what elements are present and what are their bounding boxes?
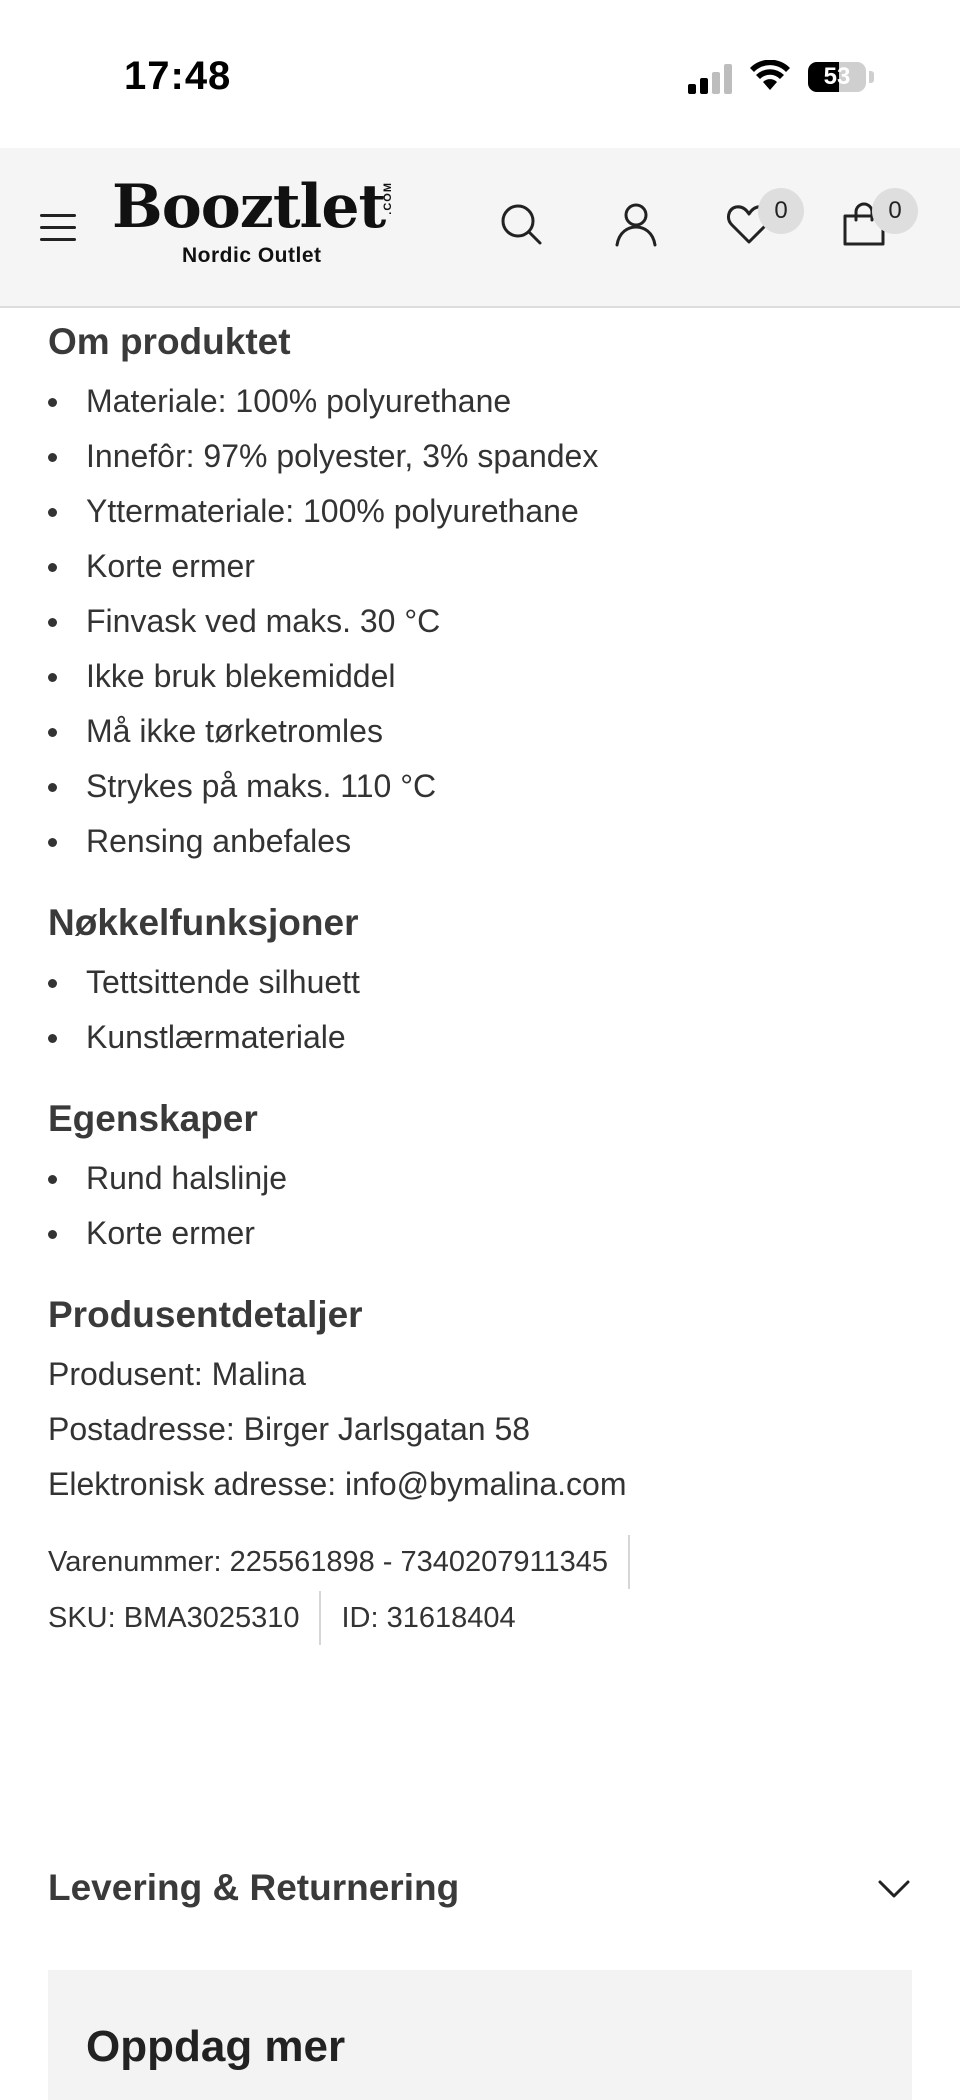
status-time: 17:48 [124, 54, 232, 98]
key-features-title: Nøkkelfunksjoner [48, 902, 359, 943]
discover-more-section [48, 1970, 912, 2100]
list-item: Finvask ved maks. 30 °C [48, 594, 912, 649]
delivery-returns-title: Levering & Returnering [48, 1867, 460, 1908]
site-header [0, 148, 960, 308]
list-item: Strykes på maks. 110 °C [48, 759, 912, 814]
logo-wordmark: Booztlet [112, 172, 386, 242]
about-product-title: Om produktet [48, 321, 291, 362]
battery-level: 53 [823, 63, 851, 90]
account-icon[interactable] [612, 200, 660, 248]
list-item: Rensing anbefales [48, 814, 912, 869]
sku: SKU: BMA3025310 [48, 1602, 300, 1634]
wishlist-count-badge: 0 [758, 188, 804, 234]
list-item: Tettsittende silhuett [48, 955, 912, 1010]
list-item: Korte ermer [48, 539, 912, 594]
list-item: Yttermateriale: 100% polyurethane [48, 484, 912, 539]
logo-subtitle: Nordic Outlet [182, 244, 322, 267]
hamburger-menu-icon[interactable] [40, 214, 76, 242]
divider [319, 1591, 321, 1645]
about-product-list [48, 374, 912, 869]
delivery-returns-accordion[interactable] [48, 1848, 912, 1928]
list-item: Kunstlærmateriale [48, 1010, 912, 1065]
logo-com: .COM [382, 182, 394, 215]
manufacturer-producer: Produsent: Malina [48, 1356, 306, 1392]
manufacturer-email: Elektronisk adresse: info@bymalina.com [48, 1466, 627, 1502]
manufacturer-postal-address: Postadresse: Birger Jarlsgatan 58 [48, 1411, 531, 1447]
battery-cap [869, 71, 874, 83]
cellular-signal-icon [688, 64, 734, 94]
cart-count-badge: 0 [872, 188, 918, 234]
product-id: ID: 31618404 [341, 1602, 516, 1634]
properties-list [48, 1151, 912, 1261]
properties-title: Egenskaper [48, 1098, 258, 1139]
list-item: Ikke bruk blekemiddel [48, 649, 912, 704]
battery-icon [808, 62, 866, 92]
manufacturer-title: Produsentdetaljer [48, 1294, 363, 1335]
status-bar [0, 0, 960, 148]
search-icon[interactable] [497, 200, 545, 248]
key-features-list [48, 955, 912, 1065]
site-logo[interactable] [112, 172, 412, 272]
divider [628, 1535, 630, 1589]
list-item: Materiale: 100% polyurethane [48, 374, 912, 429]
item-number: Varenummer: 225561898 - 7340207911345 [48, 1546, 609, 1578]
list-item: Korte ermer [48, 1206, 912, 1261]
wifi-icon [750, 60, 790, 92]
item-number-row [48, 1534, 912, 1590]
product-details [48, 310, 912, 1646]
list-item: Innefôr: 97% polyester, 3% spandex [48, 429, 912, 484]
sku-id-row [48, 1590, 912, 1646]
list-item: Rund halslinje [48, 1151, 912, 1206]
discover-more-title: Oppdag mer [86, 2022, 346, 2071]
list-item: Må ikke tørketromles [48, 704, 912, 759]
chevron-down-icon [876, 1870, 912, 1906]
